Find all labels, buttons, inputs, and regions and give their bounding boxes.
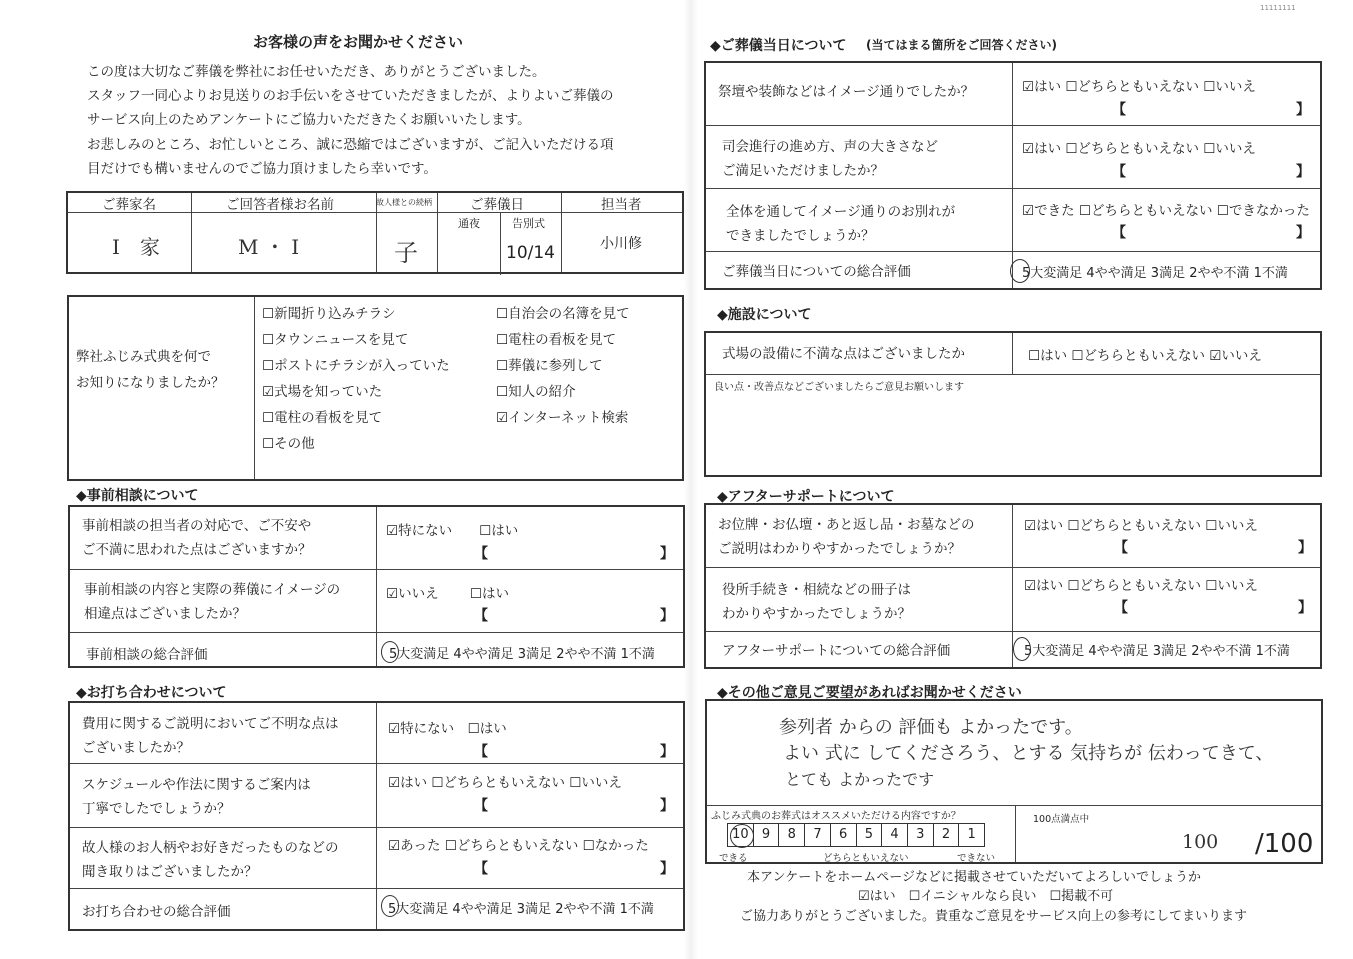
scale-left-label: できる [719, 853, 748, 864]
info-table [66, 191, 684, 274]
option[interactable]: ☐その他 [262, 436, 315, 452]
scale-cell[interactable]: 2 [934, 824, 960, 846]
how-known-box [67, 295, 684, 481]
relation-header: 故人様との続柄 [376, 198, 432, 207]
how-known-question: 弊社ふじみ式典を何で [76, 349, 211, 365]
rating-circle [381, 641, 399, 663]
rating-circle [381, 895, 399, 917]
answerer-value: M ・ I [238, 235, 300, 259]
kokubetsu-header: 告別式 [512, 217, 545, 230]
bracket-close: 】 [660, 798, 674, 814]
bracket-open: 【 [1114, 600, 1128, 616]
intro-line: サービス向上のためアンケートにご協力いただきたくお願いいたします。 [87, 112, 531, 128]
question-text: アフターサポートについての総合評価 [722, 643, 951, 659]
section-note: (当てはまる箇所をご回答ください) [866, 38, 1057, 52]
facility-table [704, 331, 1322, 477]
intro-line: お悲しみのところ、お忙しいところ、誠に恐縮ではございますが、ご記入いただける項 [87, 137, 614, 153]
answer-options[interactable]: ☐はい ☐どちらともいえない ☑いいえ [1028, 348, 1262, 364]
answerer-header: ご回答者様お名前 [226, 197, 334, 213]
bracket-open: 【 [474, 861, 488, 877]
bracket-close: 】 [1296, 102, 1310, 118]
scale-cell[interactable]: 4 [882, 824, 908, 846]
section-heading: ◆施設について [717, 307, 812, 323]
bracket-open: 【 [474, 546, 488, 562]
comment-note: 良い点・改善点などございましたらご意見お願いします [714, 382, 964, 393]
question-text: 司会進行の進め方、声の大きさなど [722, 139, 938, 155]
scale-cell[interactable]: 5 [857, 824, 883, 846]
option[interactable]: ☐自治会の名簿を見て [496, 306, 630, 322]
question-text: ご説明はわかりやすかったでしょうか？ [718, 541, 961, 557]
question-text: お打ち合わせの総合評価 [82, 904, 231, 920]
section-heading: ◆その他ご意見ご要望があればお聞かせください [717, 685, 1022, 701]
staff-value: 小川修 [600, 236, 642, 252]
answer-options[interactable]: ☑あった ☐どちらともいえない ☐なかった [388, 838, 649, 854]
answer-options[interactable]: ☑はい ☐どちらともいえない ☐いいえ [1022, 79, 1256, 95]
family-header: ご葬家名 [102, 197, 156, 213]
intro-line: この度は大切なご葬儀を弊社にお任せいただき、ありがとうございました。 [87, 64, 546, 80]
question-text: ご葬儀当日についての総合評価 [722, 264, 911, 280]
question-text: 全体を通してイメージ通りのお別れが [726, 204, 956, 220]
question-text: 丁寧でしたでしょうか？ [82, 801, 231, 817]
bracket-open: 【 [1114, 540, 1128, 556]
page-fold [684, 0, 698, 959]
relation-value: 子 [394, 239, 418, 267]
rating-options[interactable]: 5大変満足 4やや満足 3満足 2やや不満 1不満 [388, 902, 654, 917]
question-text: できましたでしょうか？ [726, 228, 875, 244]
question-text: 式場の設備に不満な点はございましたか [722, 346, 965, 362]
option[interactable]: ☐知人の紹介 [496, 384, 576, 400]
question-text: 相違点はございましたか？ [84, 606, 246, 622]
rating-options[interactable]: 5大変満足 4やや満足 3満足 2やや不満 1不満 [1024, 644, 1290, 659]
scale-cell[interactable]: 3 [908, 824, 934, 846]
tsuya-header: 通夜 [458, 217, 480, 230]
option[interactable]: ☐新聞折り込みチラシ [262, 306, 396, 322]
day-table [704, 61, 1322, 290]
scale-cell[interactable]: 6 [831, 824, 857, 846]
option[interactable]: ☐電柱の看板を見て [496, 332, 617, 348]
recommend-question: ふじみ式典のお葬式はオススメいただける内容ですか？ [711, 811, 961, 822]
question-text: 事前相談の内容と実際の葬儀にイメージの [84, 582, 341, 598]
answer-options[interactable]: ☑はい ☐どちらともいえない ☐いいえ [1022, 141, 1256, 157]
question-text: スケジュールや作法に関するご案内は [82, 777, 311, 793]
other-box [705, 699, 1323, 864]
question-text: 故人様のお人柄やお好きだったものなどの [82, 840, 339, 856]
question-text: 聞き取りはございましたか？ [82, 864, 258, 880]
bracket-close: 】 [660, 608, 674, 624]
meeting-table [68, 701, 685, 931]
answer-options[interactable]: ☑いいえ ☐はい [386, 586, 509, 602]
intro-line: 目だけでも構いませんのでご協力頂けましたら幸いです。 [87, 161, 437, 177]
rating-circle [1013, 637, 1031, 661]
scale-right-label: できない [957, 853, 996, 864]
answer-options[interactable]: ☑はい ☐どちらともいえない ☐いいえ [1024, 518, 1258, 534]
bracket-open: 【 [474, 744, 488, 760]
question-text: 事前相談の担当者の対応で、ご不安や [82, 518, 312, 534]
answer-options[interactable]: ☑はい ☐どちらともいえない ☐いいえ [1024, 578, 1258, 594]
option[interactable]: ☑インターネット検索 [496, 410, 629, 426]
question-text: ご満足いただけましたか？ [722, 163, 884, 179]
bracket-close: 】 [660, 861, 674, 877]
score-max: /100 [1255, 829, 1314, 859]
intro-line: スタッフ一同心よりお見送りのお手伝いをさせていただきましたが、よりよいご葬儀の [87, 88, 614, 104]
section-heading: ◆アフターサポートについて [717, 489, 895, 505]
section-heading: ◆事前相談について [76, 488, 199, 504]
bracket-open: 【 [1112, 164, 1126, 180]
option[interactable]: ☐電柱の看板を見て [262, 410, 383, 426]
kokubetsu-value: 10/14 [506, 243, 555, 263]
date-header: ご葬儀日 [470, 197, 524, 213]
question-text: 役所手続き・相続などの冊子は [722, 582, 911, 598]
scale-cell[interactable]: 7 [805, 824, 831, 846]
option[interactable]: ☑式場を知っていた [262, 384, 383, 400]
how-known-question: お知りになりましたか？ [76, 375, 225, 391]
answer-options[interactable]: ☑できた ☐どちらともいえない ☐できなかった [1022, 203, 1310, 219]
answer-options[interactable]: ☑特にない ☐はい [388, 721, 507, 737]
scale-cell[interactable]: 8 [779, 824, 805, 846]
scale-cell[interactable]: 1 [967, 827, 976, 842]
scale-circle [730, 824, 754, 848]
page-title: お客様の声をお聞かせください [253, 33, 464, 51]
question-text: お位牌・お仏壇・あと返し品・お墓などの [718, 517, 975, 533]
question-text: 費用に関するご説明においてご不明な点は [82, 716, 339, 732]
option[interactable]: ☐ポストにチラシが入っていた [262, 358, 450, 374]
question-text: 事前相談の総合評価 [86, 647, 208, 663]
recommend-scale[interactable] [727, 823, 985, 847]
rating-options[interactable]: 5大変満足 4やや満足 3満足 2やや不満 1不満 [389, 647, 655, 662]
after-table [704, 503, 1322, 669]
handwritten-comment: とても よかったです [785, 770, 935, 789]
bracket-close: 】 [1296, 225, 1310, 241]
scale-cell[interactable]: 10 [728, 824, 754, 846]
bracket-open: 【 [474, 608, 488, 624]
bracket-close: 】 [660, 546, 674, 562]
scale-mid-label: どちらともいえない [823, 853, 909, 864]
answer-options[interactable]: ☑はい ☐どちらともいえない ☐いいえ [388, 775, 622, 791]
pre-consult-table [68, 505, 685, 668]
scale-cell[interactable]: 9 [754, 824, 780, 846]
score-label: 100点満点中 [1033, 814, 1090, 825]
question-text: ございましたか？ [82, 740, 190, 756]
publish-question: 本アンケートをホームページなどに掲載させていただいてよろしいでしょうか [747, 870, 1201, 885]
bracket-close: 】 [1298, 600, 1312, 616]
question-text: 祭壇や装飾などはイメージ通りでしたか？ [718, 84, 975, 100]
handwritten-comment: よい 式に してくださろう、とする 気持ちが 伝わってきて、 [783, 743, 1274, 764]
bracket-open: 【 [1112, 225, 1126, 241]
thanks-text: ご協力ありがとうございました。貴重なご意見をサービス向上の参考にしてまいります [740, 909, 1248, 924]
bracket-open: 【 [474, 798, 488, 814]
rating-options[interactable]: 5大変満足 4やや満足 3満足 2やや不満 1不満 [1022, 266, 1288, 281]
staff-header: 担当者 [601, 197, 642, 213]
question-text: ご不満に思われた点はございますか？ [82, 542, 312, 558]
answer-options[interactable]: ☑特にない ☐はい [386, 523, 519, 539]
question-text: わかりやすかったでしょうか？ [722, 606, 911, 622]
option[interactable]: ☐葬儀に参列して [496, 358, 603, 374]
corner-mark: 11111111 [1260, 4, 1296, 12]
section-heading: ◆お打ち合わせについて [76, 685, 227, 701]
bracket-close: 】 [1298, 540, 1312, 556]
option[interactable]: ☐タウンニュースを見て [262, 332, 409, 348]
publish-options[interactable]: ☑はい ☐イニシャルなら良い ☐掲載不可 [858, 889, 1114, 904]
bracket-close: 】 [660, 744, 674, 760]
bracket-open: 【 [1112, 102, 1126, 118]
score-value: 100 [1182, 831, 1219, 853]
family-value: I 家 [112, 235, 160, 259]
rating-circle [1010, 259, 1030, 283]
handwritten-comment: 参列者 からの 評価も よかったです。 [779, 717, 1083, 738]
bracket-close: 】 [1296, 164, 1310, 180]
section-heading: ◆ご葬儀当日について [710, 38, 847, 54]
